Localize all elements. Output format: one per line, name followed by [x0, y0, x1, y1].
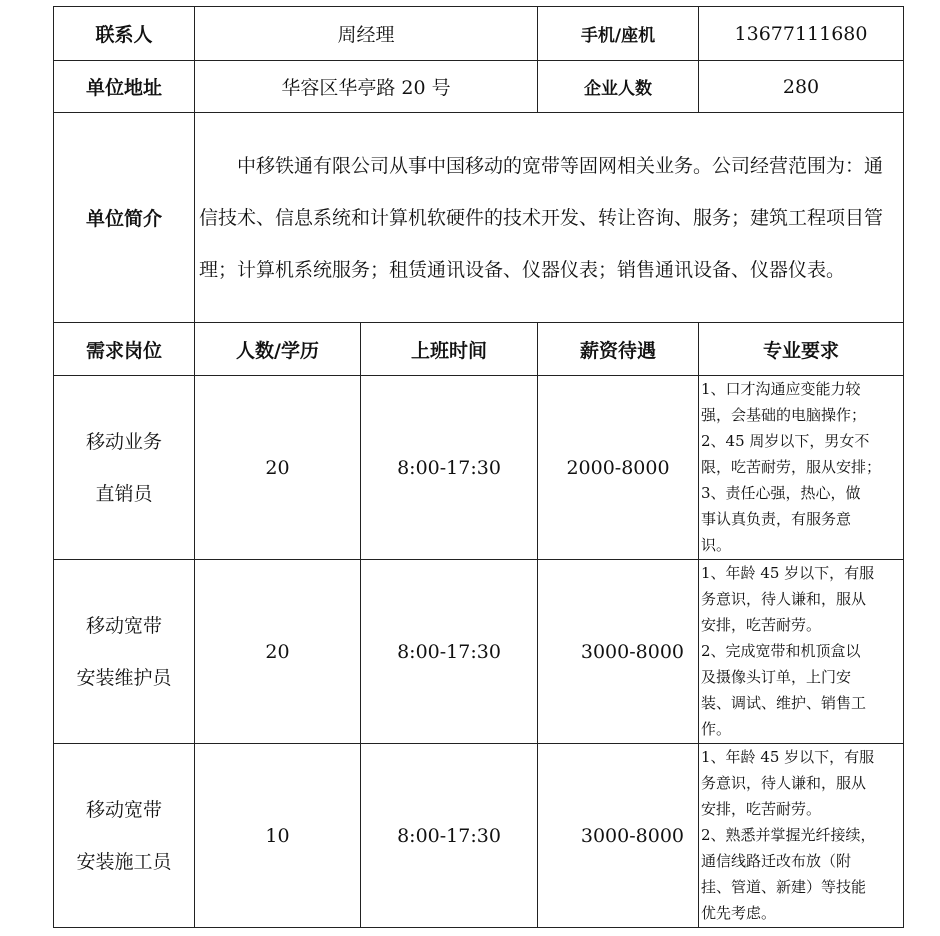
job-hours: 8:00-17:30	[361, 560, 538, 744]
job-row	[54, 376, 904, 560]
job-requirements	[699, 376, 904, 560]
phone-value: 13677111680	[699, 7, 904, 61]
job-title-line: 安装维护员	[76, 666, 172, 689]
intro-row	[54, 113, 904, 323]
staff-count-value: 280	[699, 61, 904, 113]
intro-label: 单位简介	[54, 113, 195, 323]
requirement-line: 挂、管道、新建）等技能	[701, 878, 867, 896]
job-hours: 8:00-17:30	[361, 744, 538, 928]
job-title-line: 安装施工员	[76, 850, 172, 873]
job-requirements	[699, 560, 904, 744]
header-row	[54, 323, 904, 376]
job-row	[54, 560, 904, 744]
requirement-line: 务意识，待人谦和，服从	[701, 774, 867, 792]
requirement-line: 安排，吃苦耐劳。	[701, 616, 822, 634]
recruitment-table-sheet	[53, 6, 903, 928]
staff-count-label: 企业人数	[538, 61, 699, 113]
requirement-line: 限，吃苦耐劳，服从安排；	[701, 458, 882, 476]
requirement-line: 1、口才沟通应变能力较	[701, 380, 861, 398]
contact-row	[54, 7, 904, 61]
intro-cell	[195, 113, 904, 323]
job-salary: 3000-8000	[538, 560, 699, 744]
job-salary: 3000-8000	[538, 744, 699, 928]
header-hours: 上班时间	[361, 323, 538, 376]
recruitment-table	[53, 6, 904, 928]
requirement-line: 识。	[701, 536, 732, 554]
job-hours: 8:00-17:30	[361, 376, 538, 560]
requirement-line: 1、年龄 45 岁以下，有服	[701, 748, 875, 766]
requirement-line: 优先考虑。	[701, 904, 777, 922]
job-title	[54, 560, 195, 744]
job-title	[54, 744, 195, 928]
intro-text: 中移铁通有限公司从事中国移动的宽带等固网相关业务。公司经营范围为：通信技术、信息系统和计算机软硬件的技术开发、转让咨询、服务；建筑工程项目管理；计算机系统服务；租赁通讯设备、仪器仪表；销售通讯设备、仪器仪表。	[199, 154, 884, 281]
requirement-line: 务意识，待人谦和，服从	[701, 590, 867, 608]
job-title-line: 移动业务	[85, 430, 162, 453]
requirement-line: 作。	[701, 720, 732, 738]
address-value: 华容区华亭路 20 号	[195, 61, 538, 113]
contact-value: 周经理	[195, 7, 538, 61]
requirement-line: 1、年龄 45 岁以下，有服	[701, 564, 875, 582]
requirement-line: 事认真负责，有服务意	[701, 510, 852, 528]
address-label: 单位地址	[54, 61, 195, 113]
requirement-line: 装、调试、维护、销售工	[701, 694, 867, 712]
job-count: 20	[195, 560, 361, 744]
job-count: 20	[195, 376, 361, 560]
header-salary: 薪资待遇	[538, 323, 699, 376]
job-row	[54, 744, 904, 928]
address-row	[54, 61, 904, 113]
job-salary: 2000-8000	[538, 376, 699, 560]
requirement-line: 强，会基础的电脑操作；	[701, 406, 867, 424]
requirement-line: 通信线路迁改布放（附	[701, 852, 852, 870]
requirement-line: 3、责任心强，热心，做	[701, 484, 861, 502]
requirement-line: 2、熟悉并掌握光纤接续，	[701, 826, 876, 844]
job-title	[54, 376, 195, 560]
job-title-line: 直销员	[95, 482, 153, 505]
requirement-line: 及摄像头订单，上门安	[701, 668, 852, 686]
header-requirements: 专业要求	[699, 323, 904, 376]
header-position: 需求岗位	[54, 323, 195, 376]
job-title-line: 移动宽带	[85, 614, 162, 637]
job-requirements	[699, 744, 904, 928]
requirement-line: 2、完成宽带和机顶盒以	[701, 642, 861, 660]
header-count: 人数/学历	[195, 323, 361, 376]
requirement-line: 2、45 周岁以下，男女不	[701, 432, 870, 450]
contact-label: 联系人	[54, 7, 195, 61]
job-title-line: 移动宽带	[85, 798, 162, 821]
requirement-line: 安排，吃苦耐劳。	[701, 800, 822, 818]
job-count: 10	[195, 744, 361, 928]
phone-label: 手机/座机	[538, 7, 699, 61]
